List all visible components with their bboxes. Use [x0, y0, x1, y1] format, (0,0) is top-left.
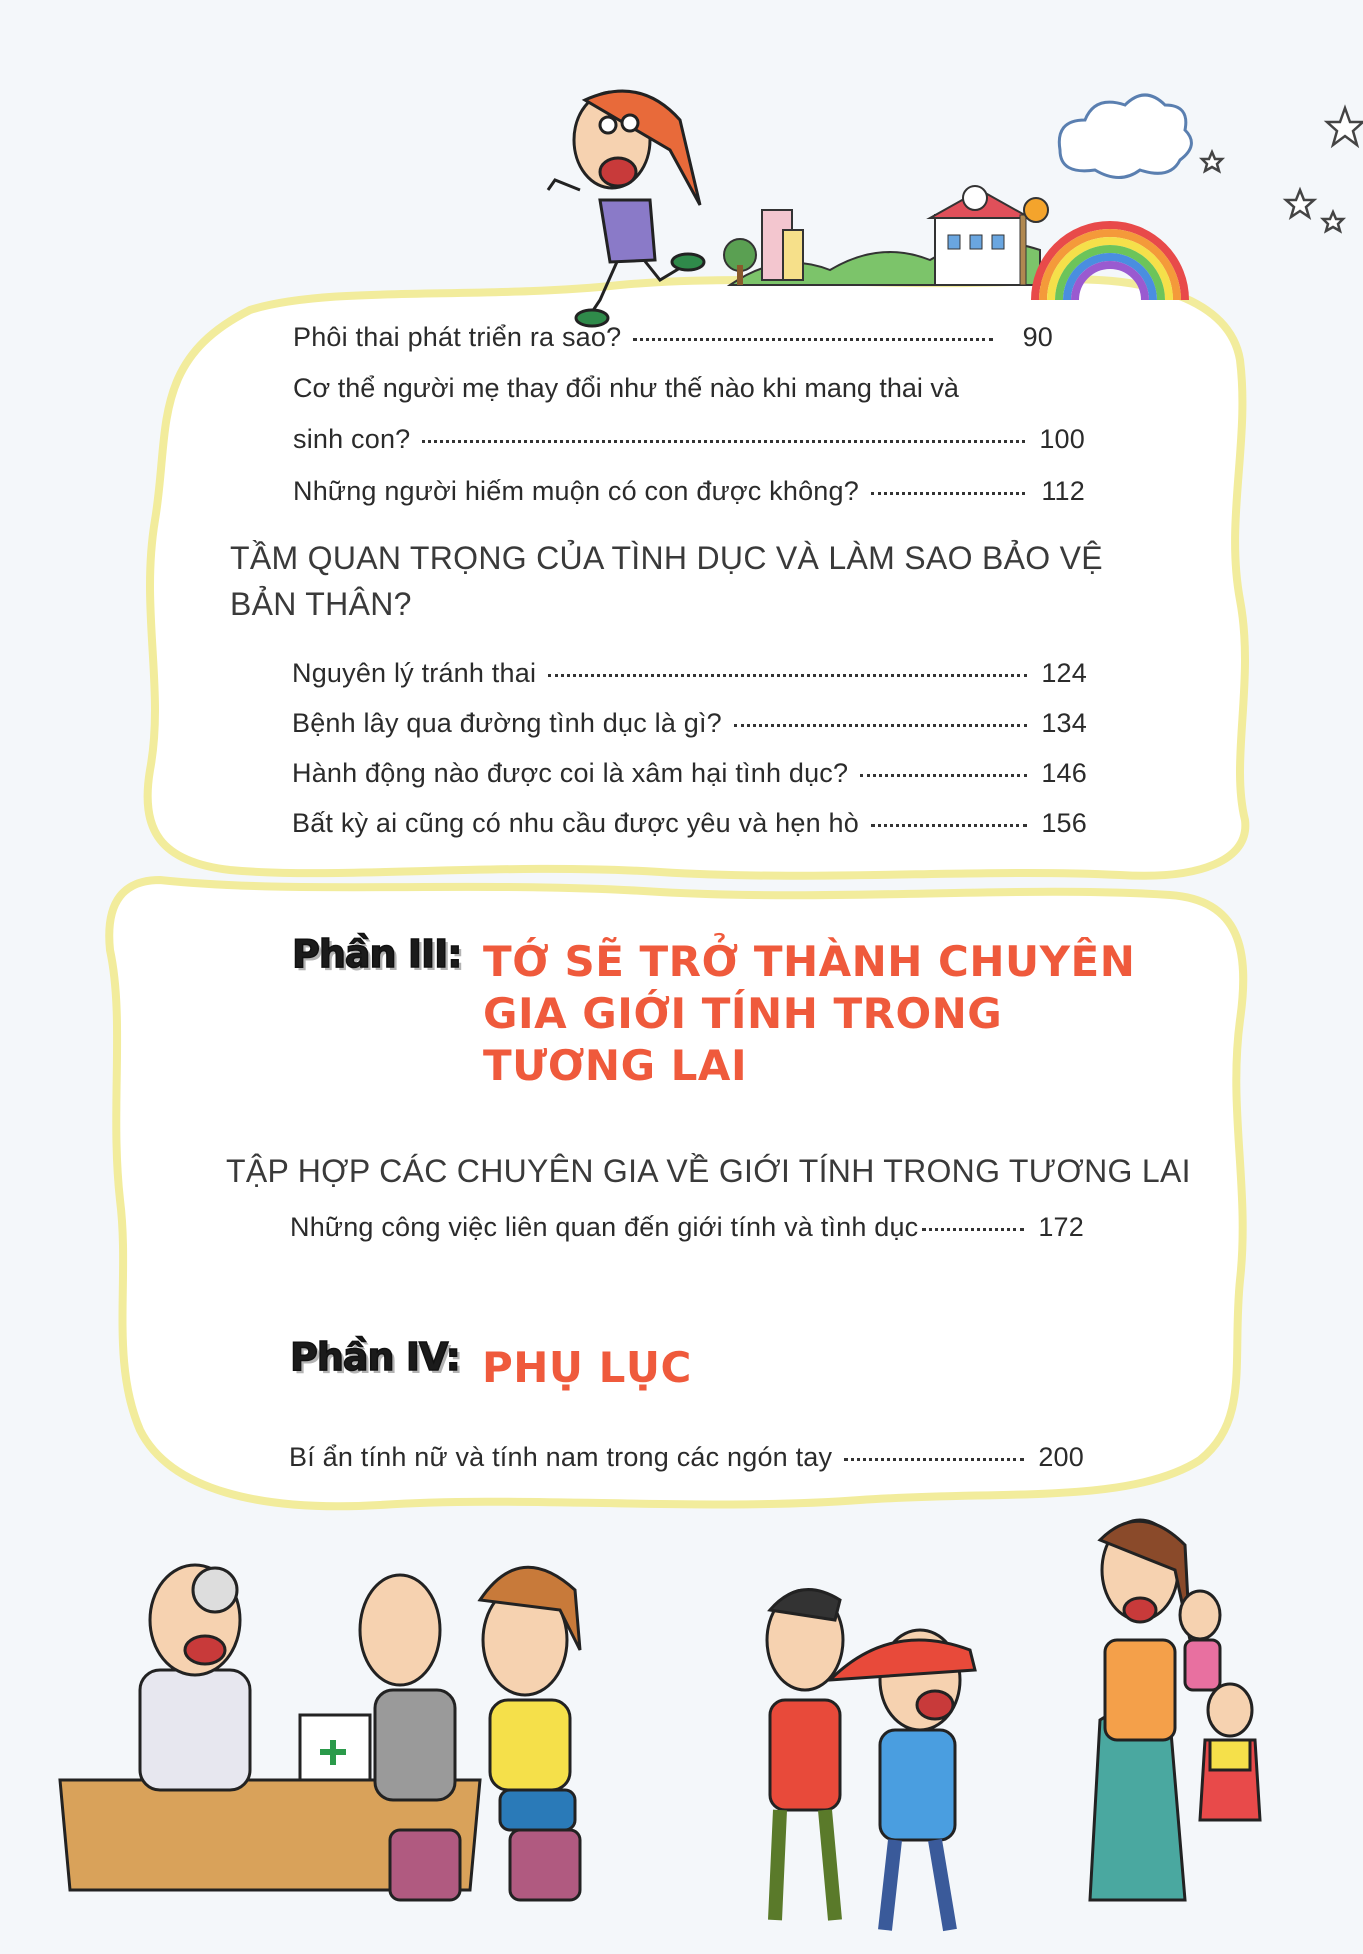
part-3-title-line1: TỚ SẼ TRỞ THÀNH CHUYÊN: [483, 937, 1136, 986]
toc-entry[interactable]: [289, 1442, 1084, 1473]
toc-entry-title: Những công việc liên quan đến giới tính và tình dục: [290, 1212, 919, 1242]
toc-entry-title: Bệnh lây qua đường tình dục là gì?: [292, 708, 722, 738]
toc-entry-title: Hành động nào được coi là xâm hại tình dục?: [292, 758, 849, 788]
doctor-scene-illustration: [60, 1565, 580, 1900]
town-illustration: [724, 186, 1048, 285]
part-4-title: PHỤ LỤC: [482, 1343, 692, 1392]
toc-entry-title: Phôi thai phát triển ra sao?: [293, 322, 622, 352]
dot-leader: [871, 492, 1025, 495]
toc-entry-page: 100: [1039, 424, 1085, 454]
section-heading-line2: BẢN THÂN?: [230, 586, 412, 622]
toc-entry-page: 124: [1041, 658, 1087, 688]
dot-leader: [860, 774, 1027, 777]
dot-leader: [922, 1228, 1024, 1231]
dot-leader: [633, 338, 993, 341]
part-3-section-heading: TẬP HỢP CÁC CHUYÊN GIA VỀ GIỚI TÍNH TRONG TƯƠNG LAI: [226, 1153, 1191, 1189]
toc-entry-page: 172: [1038, 1212, 1084, 1242]
toc-entry-title: Những người hiếm muộn có con được không?: [293, 476, 859, 506]
toc-entry-page: 134: [1041, 708, 1087, 738]
part-3-title: [483, 936, 1135, 1092]
toc-entry[interactable]: [293, 424, 1085, 455]
toc-entry-title: Bất kỳ ai cũng có nhu cầu được yêu và hẹn hò: [292, 808, 859, 838]
part-3-title-line3: TƯƠNG LAI: [483, 1041, 748, 1090]
cloud-icon: [1059, 95, 1191, 178]
toc-entry[interactable]: [292, 658, 1087, 689]
dot-leader: [548, 674, 1027, 677]
dot-leader: [422, 440, 1025, 443]
toc-entry-title-line2: sinh con?: [293, 424, 411, 454]
toc-entry[interactable]: [292, 708, 1087, 739]
mother-children-illustration: [1090, 1520, 1260, 1900]
toc-entry[interactable]: [293, 322, 1053, 353]
toc-entry-page: 90: [1022, 322, 1053, 352]
toc-entry[interactable]: [292, 808, 1087, 839]
toc-entry[interactable]: [293, 476, 1085, 507]
two-boys-illustration: [767, 1590, 975, 1930]
toc-entry-title: Nguyên lý tránh thai: [292, 658, 537, 688]
toc-entry-title: Bí ẩn tính nữ và tính nam trong các ngón tay: [289, 1442, 833, 1472]
part-3-tag: Phần III:: [292, 932, 462, 976]
section-heading-line1: TẦM QUAN TRỌNG CỦA TÌNH DỤC VÀ LÀM SAO BẢO VỆ: [230, 540, 1103, 576]
toc-entry-page: 156: [1041, 808, 1087, 838]
dot-leader: [844, 1458, 1024, 1461]
toc-entry[interactable]: [292, 758, 1087, 789]
toc-entry-page: 112: [1041, 476, 1085, 506]
dot-leader: [734, 724, 1027, 727]
star-icon: [1202, 108, 1363, 231]
part-3-title-line2: GIA GIỚI TÍNH TRONG: [483, 989, 1003, 1038]
section-heading: [230, 535, 1103, 627]
toc-entry[interactable]: [290, 1212, 1084, 1243]
toc-entry-page: 146: [1041, 758, 1087, 788]
toc-entry-page: 200: [1038, 1442, 1084, 1472]
part-4-tag: Phần IV:: [290, 1335, 460, 1379]
toc-entry-title-line1[interactable]: Cơ thể người mẹ thay đổi như thế nào khi mang thai và: [293, 373, 959, 403]
dot-leader: [871, 824, 1027, 827]
